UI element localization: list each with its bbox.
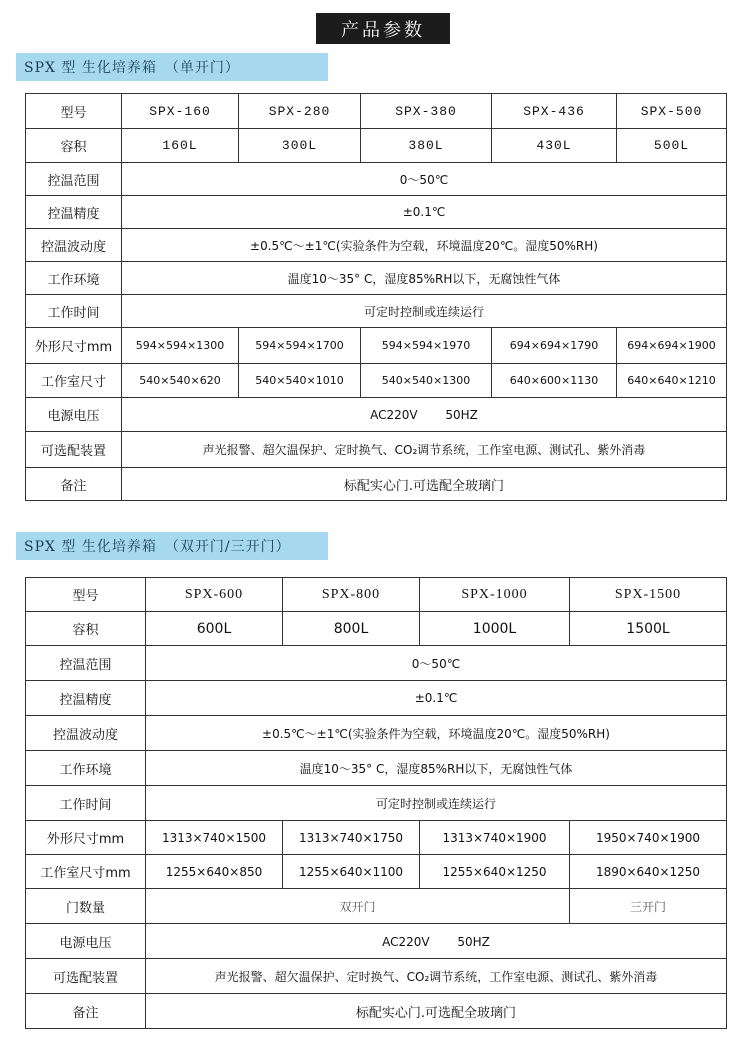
label-power: 电源电压 xyxy=(26,398,122,432)
label-power: 电源电压 xyxy=(26,924,146,959)
table-row-work-env xyxy=(26,262,727,295)
model-cell: SPX-500 xyxy=(617,94,727,129)
table-row-temp-range xyxy=(26,163,727,196)
page-title: 产品参数 xyxy=(316,13,450,44)
outer-size-cell: 694×694×1790 xyxy=(492,328,617,364)
section-banner-multi-door: SPX 型 生化培养箱 （双开门/三开门） xyxy=(16,532,328,560)
label-temp-range: 控温范围 xyxy=(26,163,122,196)
temp-fluctuation-value: ±0.5℃～±1℃(实验条件为空载，环境温度20℃。湿度50%RH) xyxy=(122,229,727,262)
label-outer-size: 外形尺寸mm xyxy=(26,328,122,364)
model-cell: SPX-160 xyxy=(122,94,239,129)
power-value: AC220V 50HZ xyxy=(122,398,727,432)
table-row-outer-size xyxy=(26,328,727,364)
outer-size-cell: 1313×740×1750 xyxy=(283,821,420,855)
temp-precision-value: ±0.1℃ xyxy=(146,681,727,716)
label-work-time: 工作时间 xyxy=(26,786,146,821)
label-model: 型号 xyxy=(26,578,146,612)
label-remarks: 备注 xyxy=(26,994,146,1029)
table-row-temp-precision xyxy=(26,681,727,716)
model-cell: SPX-1000 xyxy=(420,578,570,612)
outer-size-cell: 1313×740×1500 xyxy=(146,821,283,855)
section-banner-single-door: SPX 型 生化培养箱 （单开门） xyxy=(16,53,328,81)
volume-cell: 800L xyxy=(283,612,420,646)
table-row-temp-fluctuation xyxy=(26,229,727,262)
outer-size-cell: 594×594×1970 xyxy=(361,328,492,364)
volume-cell: 380L xyxy=(361,129,492,163)
table-row-chamber-size xyxy=(26,364,727,398)
table-row-outer-size xyxy=(26,821,727,855)
label-remarks: 备注 xyxy=(26,468,122,501)
table-row-temp-range xyxy=(26,646,727,681)
model-cell: SPX-600 xyxy=(146,578,283,612)
chamber-size-cell: 540×540×620 xyxy=(122,364,239,398)
table-row-temp-fluctuation xyxy=(26,716,727,751)
label-door-count: 门数量 xyxy=(26,889,146,924)
options-value: 声光报警、超欠温保护、定时换气、CO₂调节系统，工作室电源、测试孔、紫外消毒 xyxy=(122,432,727,468)
chamber-size-cell: 640×640×1210 xyxy=(617,364,727,398)
options-value: 声光报警、超欠温保护、定时换气、CO₂调节系统，工作室电源、测试孔、紫外消毒 xyxy=(146,959,727,994)
label-chamber-size: 工作室尺寸mm xyxy=(26,855,146,889)
outer-size-cell: 594×594×1700 xyxy=(239,328,361,364)
label-work-env: 工作环境 xyxy=(26,262,122,295)
remarks-value: 标配实心门.可选配全玻璃门 xyxy=(122,468,727,501)
outer-size-cell: 1313×740×1900 xyxy=(420,821,570,855)
table-row-work-time xyxy=(26,786,727,821)
label-temp-range: 控温范围 xyxy=(26,646,146,681)
model-cell: SPX-280 xyxy=(239,94,361,129)
door-triple-value: 三开门 xyxy=(570,889,727,924)
table-row-volume xyxy=(26,612,727,646)
table-row-options xyxy=(26,959,727,994)
volume-cell: 430L xyxy=(492,129,617,163)
chamber-size-cell: 1890×640×1250 xyxy=(570,855,727,889)
model-cell: SPX-436 xyxy=(492,94,617,129)
temp-fluctuation-value: ±0.5℃～±1℃(实验条件为空载，环境温度20℃。湿度50%RH) xyxy=(146,716,727,751)
outer-size-cell: 1950×740×1900 xyxy=(570,821,727,855)
volume-cell: 160L xyxy=(122,129,239,163)
table-row-door-count xyxy=(26,889,727,924)
label-options: 可选配装置 xyxy=(26,432,122,468)
label-work-time: 工作时间 xyxy=(26,295,122,328)
table-row-model xyxy=(26,94,727,129)
label-temp-fluctuation: 控温波动度 xyxy=(26,229,122,262)
table-row-power xyxy=(26,398,727,432)
table-row-power xyxy=(26,924,727,959)
volume-cell: 300L xyxy=(239,129,361,163)
label-temp-precision: 控温精度 xyxy=(26,681,146,716)
table-row-temp-precision xyxy=(26,196,727,229)
volume-cell: 600L xyxy=(146,612,283,646)
chamber-size-cell: 1255×640×1250 xyxy=(420,855,570,889)
work-env-value: 温度10～35° C，湿度85%RH以下，无腐蚀性气体 xyxy=(122,262,727,295)
model-cell: SPX-380 xyxy=(361,94,492,129)
label-chamber-size: 工作室尺寸 xyxy=(26,364,122,398)
model-cell: SPX-800 xyxy=(283,578,420,612)
label-volume: 容积 xyxy=(26,612,146,646)
volume-cell: 1000L xyxy=(420,612,570,646)
label-outer-size: 外形尺寸mm xyxy=(26,821,146,855)
spec-table-single-door xyxy=(25,93,727,501)
table-row-remarks xyxy=(26,468,727,501)
label-work-env: 工作环境 xyxy=(26,751,146,786)
table-row-model xyxy=(26,578,727,612)
chamber-size-cell: 1255×640×1100 xyxy=(283,855,420,889)
volume-cell: 1500L xyxy=(570,612,727,646)
remarks-value: 标配实心门.可选配全玻璃门 xyxy=(146,994,727,1029)
label-model: 型号 xyxy=(26,94,122,129)
chamber-size-cell: 1255×640×850 xyxy=(146,855,283,889)
table-row-volume xyxy=(26,129,727,163)
table-row-work-env xyxy=(26,751,727,786)
outer-size-cell: 694×694×1900 xyxy=(617,328,727,364)
chamber-size-cell: 540×540×1010 xyxy=(239,364,361,398)
power-value: AC220V 50HZ xyxy=(146,924,727,959)
work-time-value: 可定时控制或连续运行 xyxy=(122,295,727,328)
outer-size-cell: 594×594×1300 xyxy=(122,328,239,364)
temp-range-value: 0～50℃ xyxy=(146,646,727,681)
table-row-remarks xyxy=(26,994,727,1029)
model-cell: SPX-1500 xyxy=(570,578,727,612)
door-double-value: 双开门 xyxy=(146,889,570,924)
work-env-value: 温度10～35° C，湿度85%RH以下，无腐蚀性气体 xyxy=(146,751,727,786)
chamber-size-cell: 540×540×1300 xyxy=(361,364,492,398)
temp-precision-value: ±0.1℃ xyxy=(122,196,727,229)
table-row-chamber-size xyxy=(26,855,727,889)
work-time-value: 可定时控制或连续运行 xyxy=(146,786,727,821)
label-temp-fluctuation: 控温波动度 xyxy=(26,716,146,751)
chamber-size-cell: 640×600×1130 xyxy=(492,364,617,398)
volume-cell: 500L xyxy=(617,129,727,163)
label-options: 可选配装置 xyxy=(26,959,146,994)
spec-table-multi-door xyxy=(25,577,727,1029)
table-row-work-time xyxy=(26,295,727,328)
label-volume: 容积 xyxy=(26,129,122,163)
temp-range-value: 0～50℃ xyxy=(122,163,727,196)
table-row-options xyxy=(26,432,727,468)
label-temp-precision: 控温精度 xyxy=(26,196,122,229)
